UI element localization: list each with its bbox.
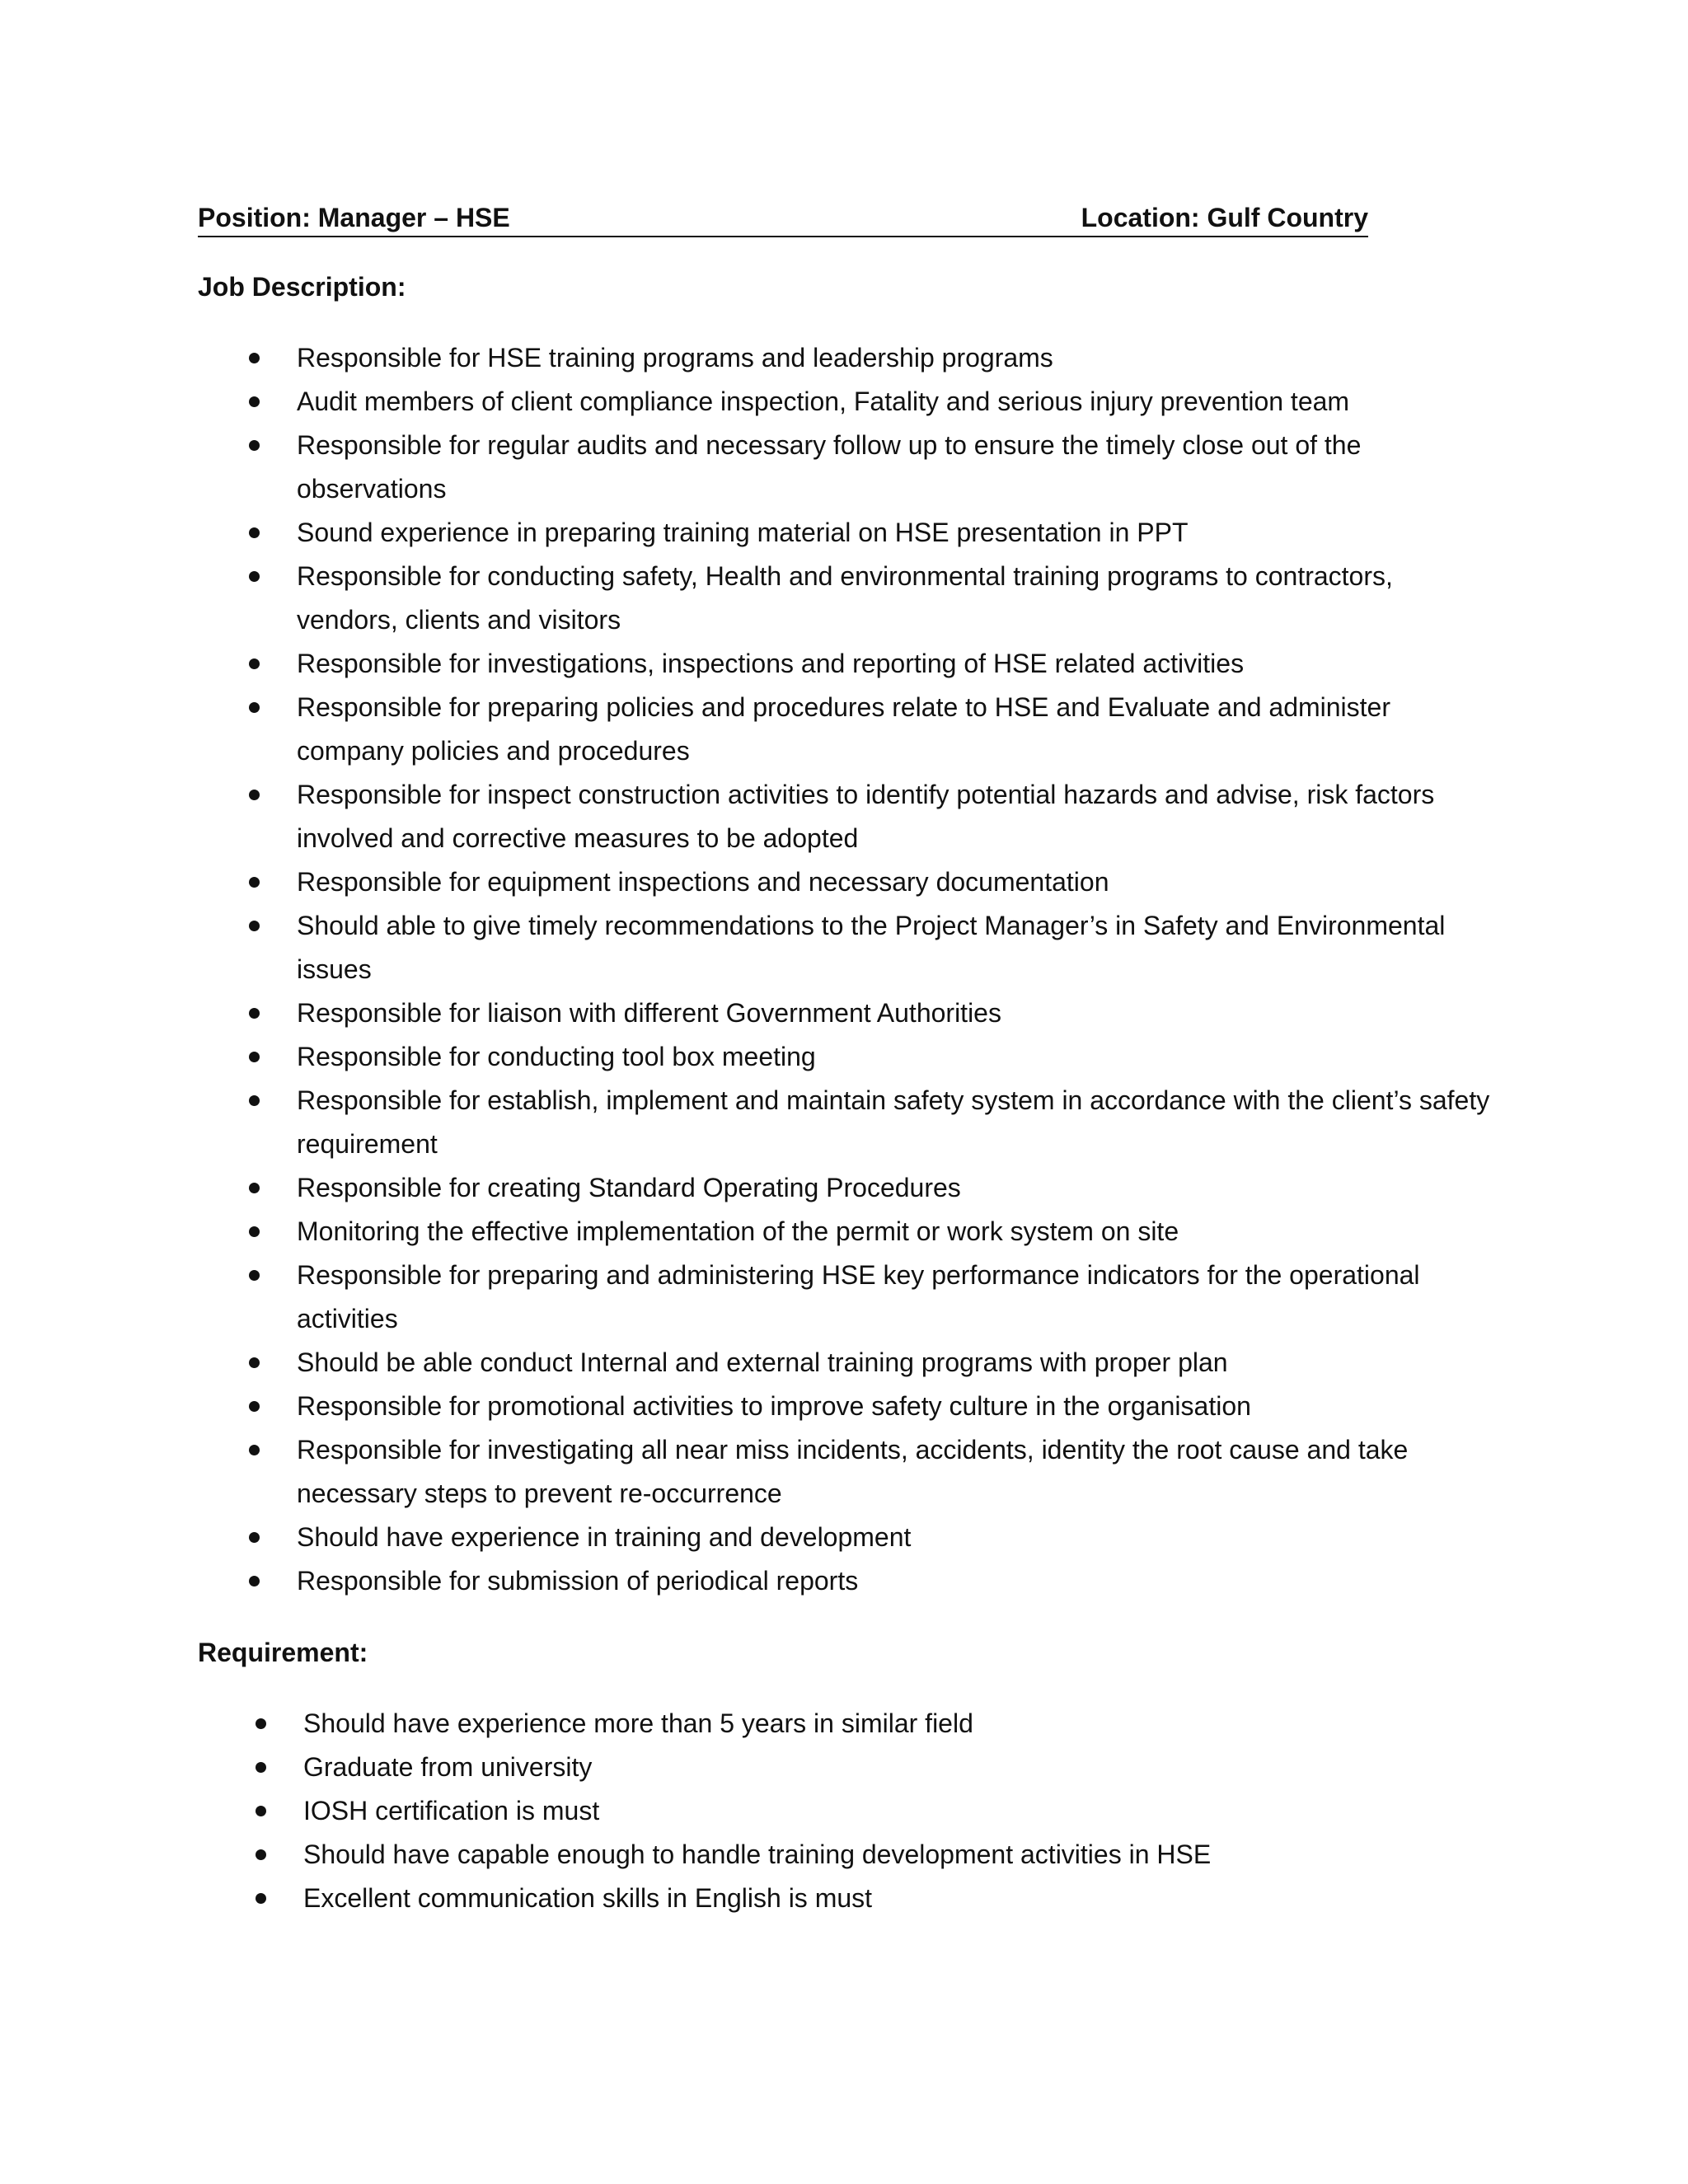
list-item: Responsible for creating Standard Operating Procedures	[247, 1166, 1500, 1210]
bullet-icon	[249, 1357, 260, 1368]
bullet-icon	[249, 396, 260, 407]
bullet-icon	[249, 1183, 260, 1193]
list-item: Should able to give timely recommendations to the Project Manager’s in Safety and Environmental issues	[247, 904, 1500, 991]
bullet-icon	[249, 1052, 260, 1062]
bullet-icon	[249, 702, 260, 713]
bullet-icon	[256, 1806, 266, 1816]
bullet-icon	[256, 1893, 266, 1904]
list-item: Should have experience more than 5 years in similar field	[247, 1702, 1442, 1746]
list-item: Audit members of client compliance inspection, Fatality and serious injury prevention team	[247, 380, 1500, 424]
requirement-heading: Requirement:	[198, 1638, 368, 1667]
bullet-icon	[256, 1718, 266, 1729]
list-item: Responsible for equipment inspections and necessary documentation	[247, 860, 1500, 904]
bullet-icon	[249, 1445, 260, 1455]
list-item: IOSH certification is must	[247, 1789, 1442, 1833]
bullet-icon	[249, 1576, 260, 1586]
bullet-icon	[249, 1532, 260, 1543]
location-title: Location: Gulf Country	[1081, 203, 1368, 232]
job-description-heading: Job Description:	[198, 272, 406, 302]
bullet-icon	[249, 1270, 260, 1281]
bullet-icon	[249, 1401, 260, 1412]
requirement-list	[247, 1702, 1442, 1920]
bullet-icon	[256, 1762, 266, 1773]
list-item: Responsible for regular audits and necessary follow up to ensure the timely close out of the observations	[247, 424, 1500, 511]
list-item: Should have capable enough to handle training development activities in HSE	[247, 1833, 1442, 1877]
list-item: Responsible for conducting tool box meeting	[247, 1035, 1500, 1079]
list-item: Monitoring the effective implementation of the permit or work system on site	[247, 1210, 1500, 1254]
list-item: Should be able conduct Internal and external training programs with proper plan	[247, 1341, 1500, 1385]
list-item: Responsible for inspect construction activities to identify potential hazards and advise, risk factors involved and corrective measures to be adopted	[247, 773, 1500, 860]
bullet-icon	[249, 353, 260, 363]
list-item: Responsible for preparing and administering HSE key performance indicators for the operational activities	[247, 1254, 1500, 1341]
header-row	[198, 199, 1368, 237]
list-item: Responsible for promotional activities to improve safety culture in the organisation	[247, 1385, 1500, 1428]
list-item: Responsible for liaison with different Government Authorities	[247, 991, 1500, 1035]
bullet-icon	[249, 658, 260, 669]
bullet-icon	[256, 1849, 266, 1860]
bullet-icon	[249, 571, 260, 582]
bullet-icon	[249, 790, 260, 800]
bullet-icon	[249, 921, 260, 931]
bullet-icon	[249, 527, 260, 538]
list-item: Responsible for preparing policies and procedures relate to HSE and Evaluate and administer company policies and procedures	[247, 686, 1500, 773]
bullet-icon	[249, 440, 260, 451]
list-item: Should have experience in training and development	[247, 1516, 1500, 1559]
list-item: Graduate from university	[247, 1746, 1442, 1789]
list-item: Excellent communication skills in English is must	[247, 1877, 1442, 1920]
list-item: Responsible for investigating all near miss incidents, accidents, identity the root cause and take necessary steps to prevent re-occurrence	[247, 1428, 1500, 1516]
job-description-list	[247, 336, 1500, 1603]
list-item: Responsible for investigations, inspections and reporting of HSE related activities	[247, 642, 1500, 686]
list-item: Responsible for HSE training programs and leadership programs	[247, 336, 1500, 380]
bullet-icon	[249, 1226, 260, 1237]
list-item: Responsible for conducting safety, Health and environmental training programs to contractors, vendors, clients and visitors	[247, 555, 1500, 642]
bullet-icon	[249, 1008, 260, 1019]
list-item: Responsible for submission of periodical reports	[247, 1559, 1500, 1603]
list-item: Sound experience in preparing training material on HSE presentation in PPT	[247, 511, 1500, 555]
list-item: Responsible for establish, implement and maintain safety system in accordance with the client’s safety requirement	[247, 1079, 1500, 1166]
bullet-icon	[249, 877, 260, 888]
bullet-icon	[249, 1095, 260, 1106]
position-title: Position: Manager – HSE	[198, 203, 510, 232]
